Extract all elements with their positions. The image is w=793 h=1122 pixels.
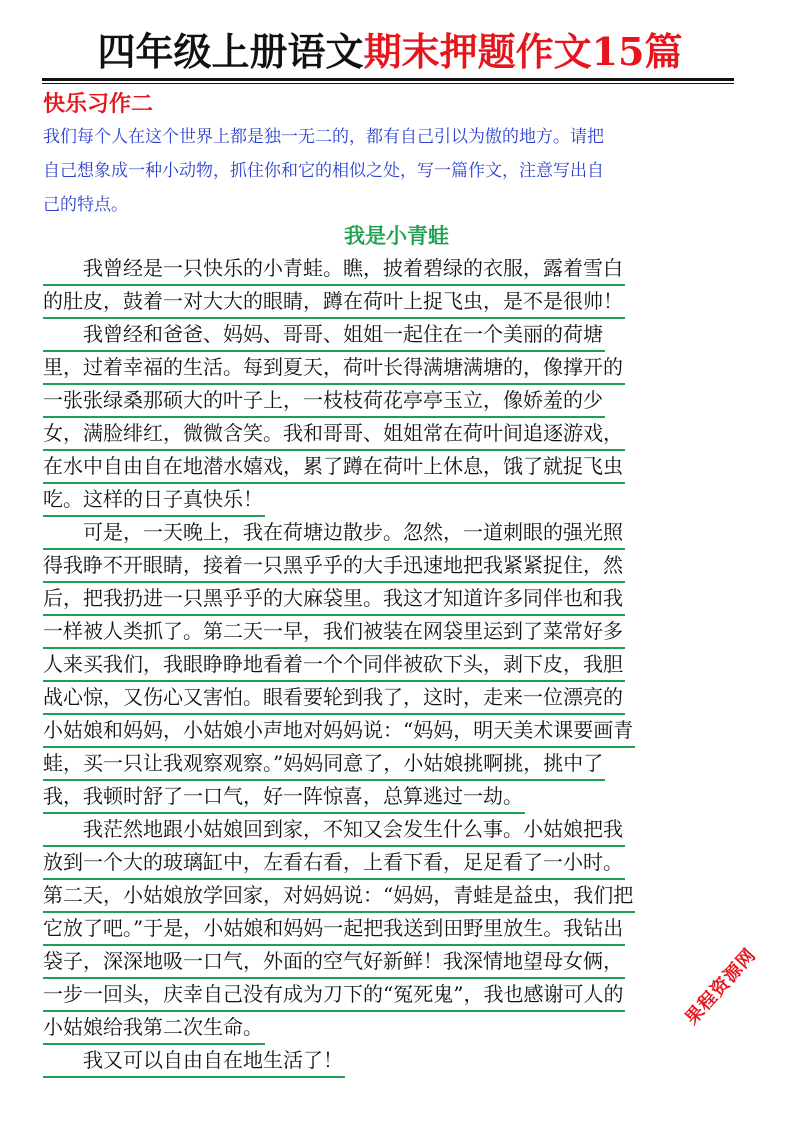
essay-line-text: 我曾经和爸爸、妈妈、哥哥、姐姐一起住在一个美丽的荷塘 (43, 319, 605, 352)
essay-line (43, 384, 753, 417)
essay-line (43, 912, 753, 945)
essay-line (43, 1044, 753, 1077)
essay-line (43, 582, 753, 615)
essay-line (43, 615, 753, 648)
essay-line-text: 小姑娘给我第二次生命。 (43, 1012, 265, 1045)
header-rule-thin (42, 83, 734, 84)
essay-line-text: 女，满脸绯红，微微含笑。我和哥哥、姐姐常在荷叶间追逐游戏， (43, 418, 625, 451)
watermark: 果程资源网 (681, 944, 761, 1030)
header-title-red: 期末押题作文15篇 (363, 29, 683, 74)
essay-line-text: 放到一个大的玻璃缸中，左看右看，上看下看，足足看了一小时。 (43, 847, 625, 880)
essay-line-text: 蛙，买一只让我观察观察。”妈妈同意了，小姑娘挑啊挑，挑中了 (43, 748, 605, 781)
essay-line-text: 里，过着幸福的生活。每到夏天，荷叶长得满塘满塘的，像撑开的 (43, 352, 625, 385)
essay-line-text: 一张张绿桑那硕大的叶子上，一枝枝荷花亭亭玉立，像娇羞的少 (43, 385, 605, 418)
essay-line-text: 我又可以自由自在地生活了！ (43, 1045, 345, 1078)
essay-line (43, 747, 753, 780)
essay-line (43, 351, 753, 384)
essay-line-text: 得我睁不开眼睛，接着一只黑乎乎的大手迅速地把我紧紧捉住，然 (43, 550, 625, 583)
essay-line (43, 879, 753, 912)
essay-line (43, 483, 753, 516)
writing-prompt (43, 120, 743, 222)
essay-line (43, 318, 753, 351)
essay-line (43, 516, 753, 549)
essay-line-text: 战心惊，又伤心又害怕。眼看要轮到我了，这时，走来一位漂亮的 (43, 682, 625, 715)
essay-line-text: 在水中自由自在地潜水嬉戏，累了蹲在荷叶上休息，饿了就捉飞虫 (43, 451, 625, 484)
essay-line (43, 780, 753, 813)
section-title: 快乐习作二 (43, 91, 154, 117)
essay-line (43, 681, 753, 714)
essay-line-text: 的肚皮，鼓着一对大大的眼睛，蹲在荷叶上捉飞虫，是不是很帅！ (43, 286, 625, 319)
header-rule-thick (42, 78, 734, 81)
essay-line (43, 714, 753, 747)
prompt-line: 己的特点。 (43, 195, 128, 215)
prompt-line: 我们每个人在这个世界上都是独一无二的，都有自己引以为傲的地方。请把 (43, 127, 604, 147)
essay-line (43, 1011, 753, 1044)
essay-line-text: 我，我顿时舒了一口气，好一阵惊喜，总算逃过一劫。 (43, 781, 525, 814)
essay-line-text: 可是，一天晚上，我在荷塘边散步。忽然，一道刺眼的强光照 (43, 517, 625, 550)
essay-line-text: 我曾经是一只快乐的小青蛙。瞧，披着碧绿的衣服，露着雪白 (43, 253, 625, 286)
essay-line (43, 417, 753, 450)
essay-line (43, 945, 753, 978)
essay-line-text: 小姑娘和妈妈，小姑娘小声地对妈妈说：“妈妈，明天美术课要画青 (43, 715, 635, 748)
essay-line-text: 吃。这样的日子真快乐！ (43, 484, 265, 517)
essay-line-text: 一步一回头，庆幸自己没有成为刀下的“冤死鬼”，我也感谢可人的 (43, 979, 625, 1012)
essay-line (43, 450, 753, 483)
essay-line (43, 978, 753, 1011)
essay-body (43, 252, 753, 1077)
page-header (40, 28, 740, 76)
essay-line (43, 549, 753, 582)
header-title-black: 四年级上册语文 (97, 29, 364, 74)
essay-line-text: 我茫然地跟小姑娘回到家，不知又会发生什么事。小姑娘把我 (43, 814, 625, 847)
essay-line-text: 第二天，小姑娘放学回家，对妈妈说：“妈妈，青蛙是益虫，我们把 (43, 880, 635, 913)
prompt-line: 自己想象成一种小动物，抓住你和它的相似之处，写一篇作文，注意写出自 (43, 161, 604, 181)
essay-line-text: 人来买我们，我眼睁睁地看着一个个同伴被砍下头，剥下皮，我胆 (43, 649, 625, 682)
essay-line (43, 813, 753, 846)
essay-line-text: 后，把我扔进一只黑乎乎的大麻袋里。我这才知道许多同伴也和我 (43, 583, 625, 616)
essay-line (43, 285, 753, 318)
essay-title: 我是小青蛙 (344, 223, 449, 248)
essay-line (43, 846, 753, 879)
essay-line-text: 一样被人类抓了。第二天一早，我们被装在网袋里运到了菜常好多 (43, 616, 625, 649)
essay-line (43, 648, 753, 681)
essay-line-text: 袋子，深深地吸一口气，外面的空气好新鲜！我深情地望母女俩， (43, 946, 625, 979)
essay-line-text: 它放了吧。”于是，小姑娘和妈妈一起把我送到田野里放生。我钻出 (43, 913, 625, 946)
essay-line (43, 252, 753, 285)
